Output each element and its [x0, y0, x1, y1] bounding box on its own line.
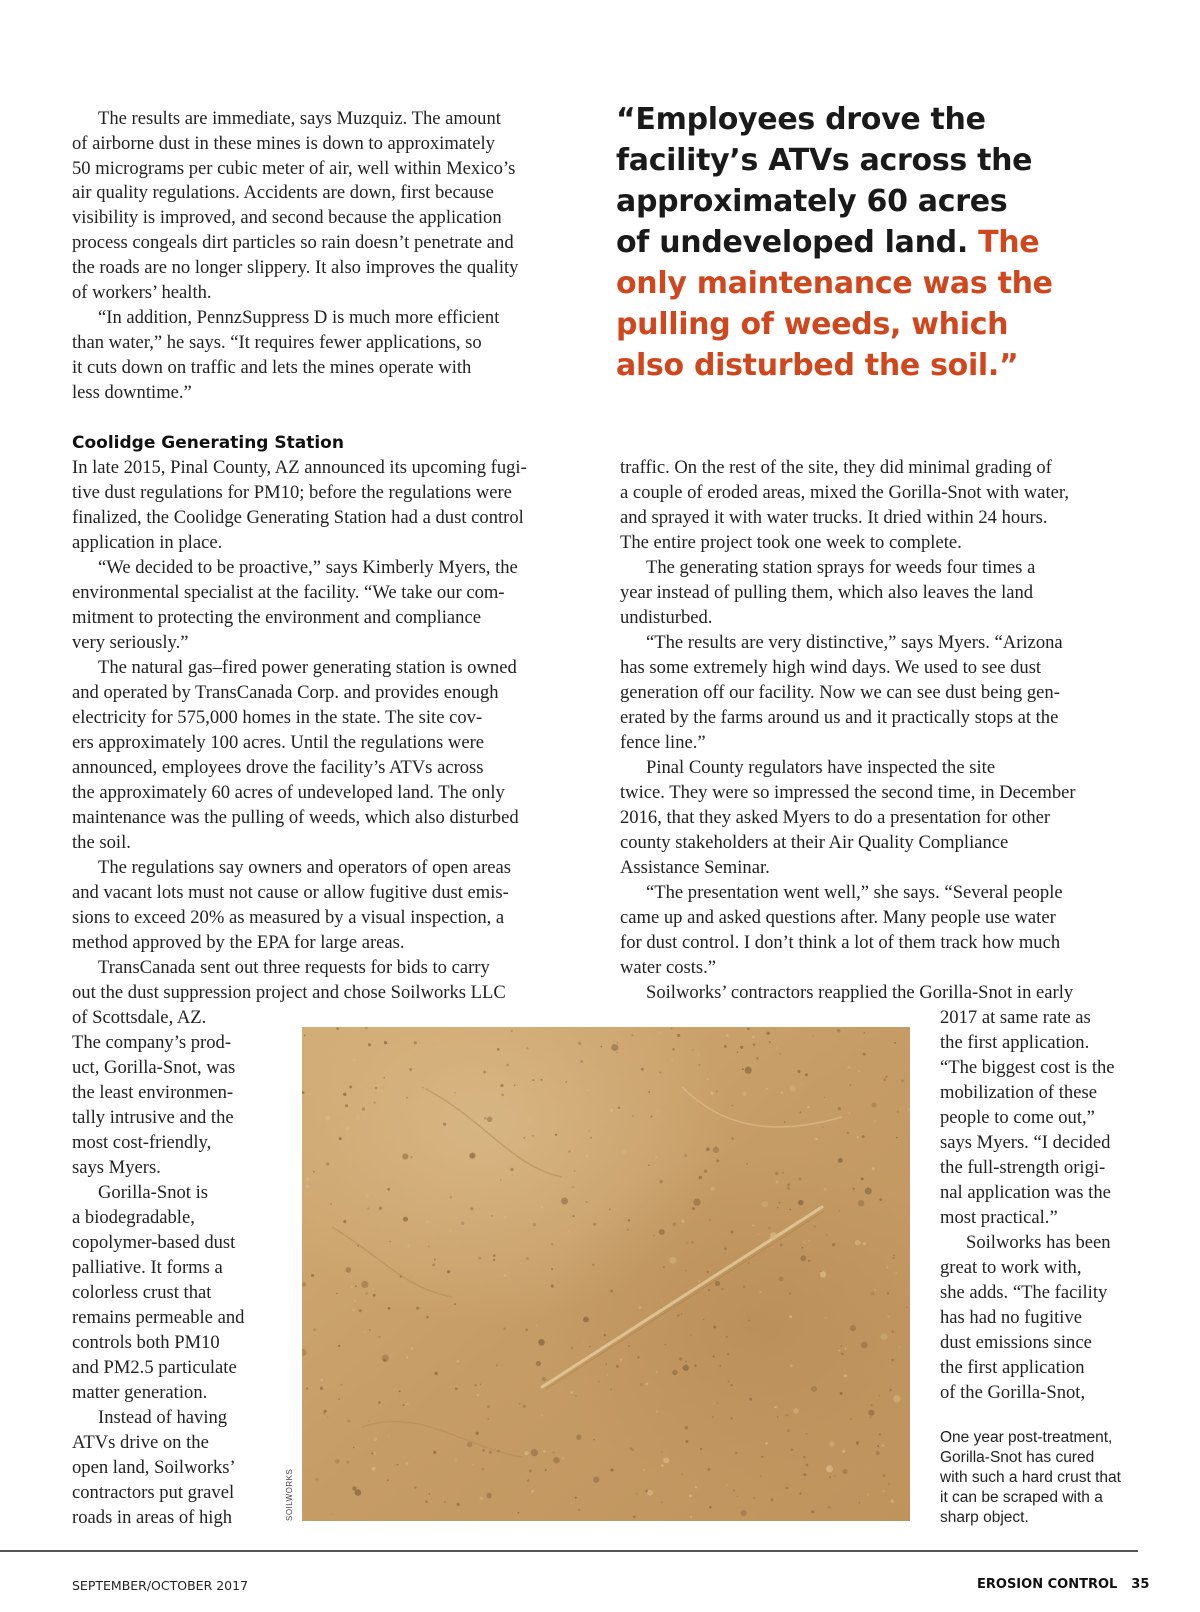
paragraph-line: copolymer-based dust [72, 1232, 236, 1253]
paragraph-line: announced, employees drove the facility’s ATVs across [72, 757, 484, 778]
pull-quote-highlight: The [967, 225, 1040, 260]
paragraph-line: and vacant lots must not cause or allow fugitive dust emis- [72, 882, 509, 903]
paragraph-line: of Scottsdale, AZ. [72, 1007, 207, 1028]
paragraph-line: TransCanada sent out three requests for bids to carry [98, 957, 490, 978]
pull-quote-line: facility’s ATVs across the [616, 143, 1033, 178]
paragraph-line: The company’s prod- [72, 1032, 232, 1053]
paragraph-line: says Myers. [72, 1157, 161, 1178]
caption-line: with such a hard crust that [940, 1469, 1121, 1486]
paragraph-line: the first application [940, 1357, 1085, 1378]
paragraph-line: tive dust regulations for PM10; before the regulations were [72, 482, 512, 503]
paragraph-line: most practical.” [940, 1207, 1058, 1228]
paragraph-line: Pinal County regulators have inspected the site [646, 757, 996, 778]
paragraph-line: than water,” he says. “It requires fewer applications, so [72, 332, 482, 353]
paragraph-line: dust emissions since [940, 1332, 1092, 1353]
paragraph-line: “The biggest cost is the [940, 1057, 1115, 1078]
paragraph-line: the approximately 60 acres of undeveloped land. The only [72, 782, 505, 803]
paragraph-line: out the dust suppression project and chose Soilworks LLC [72, 982, 506, 1003]
paragraph-line: The regulations say owners and operators of open areas [98, 857, 512, 878]
paragraph-line: maintenance was the pulling of weeds, which also disturbed [72, 807, 519, 828]
pull-quote-line: “Employees drove the [616, 102, 986, 137]
caption-line: One year post-treatment, [940, 1429, 1113, 1446]
caption-line: sharp object. [940, 1509, 1029, 1526]
paragraph-line: a couple of eroded areas, mixed the Gorilla-Snot with water, [620, 482, 1069, 503]
issue-date: SEPTEMBER/OCTOBER 2017 [72, 1578, 249, 1593]
pull-quote-highlight-line [616, 263, 1053, 304]
photo-caption [940, 1428, 1140, 1528]
paragraph-line: “We decided to be proactive,” says Kimberly Myers, the [98, 557, 518, 578]
paragraph-line: county stakeholders at their Air Quality Compliance [620, 832, 1009, 853]
pull-quote-line [616, 222, 1039, 263]
caption-line: it can be scraped with a [940, 1489, 1103, 1506]
pull-quote-text: of undeveloped land. [616, 225, 968, 260]
paragraph-line: fence line.” [620, 732, 706, 753]
paragraph-line: The entire project took one week to complete. [620, 532, 962, 553]
paragraph-line: In late 2015, Pinal County, AZ announced its upcoming fugi- [72, 457, 527, 478]
section-heading: Coolidge Generating Station [72, 433, 344, 453]
paragraph-line: twice. They were so impressed the second time, in December [620, 782, 1076, 803]
pull-quote-highlight: pulling of weeds, which [616, 307, 1009, 342]
paragraph-line: the roads are no longer slippery. It also improves the quality [72, 257, 519, 278]
paragraph-line: very seriously.” [72, 632, 189, 653]
paragraph-line: The natural gas–fired power generating station is owned [98, 657, 517, 678]
paragraph-line: environmental specialist at the facility. “We take our com- [72, 582, 505, 603]
paragraph-line: The results are immediate, says Muzquiz. The amount [98, 108, 501, 129]
pull-quote-highlight-line [616, 345, 1018, 386]
paragraph-line: the least environmen- [72, 1082, 234, 1103]
paragraph-line: nal application was the [940, 1182, 1111, 1203]
paragraph-line: 50 micrograms per cubic meter of air, well within Mexico’s [72, 158, 516, 179]
paragraph-line: colorless crust that [72, 1282, 212, 1303]
paragraph-line: it cuts down on traffic and lets the mines operate with [72, 357, 472, 378]
paragraph-line: tally intrusive and the [72, 1107, 234, 1128]
paragraph-line: of airborne dust in these mines is down to approximately [72, 133, 495, 154]
paragraph-line: and PM2.5 particulate [72, 1357, 237, 1378]
paragraph-line: contractors put gravel [72, 1482, 235, 1503]
pull-quote-highlight: only maintenance was the [616, 266, 1053, 301]
pull-quote-highlight-line [616, 304, 1008, 345]
paragraph-line: a biodegradable, [72, 1207, 195, 1228]
paragraph-line: roads in areas of high [72, 1507, 233, 1528]
paragraph-line: year instead of pulling them, which also leaves the land [620, 582, 1034, 603]
photo-credit: SOILWORKS [285, 1468, 294, 1521]
paragraph-line: palliative. It forms a [72, 1257, 223, 1278]
paragraph-line: for dust control. I don’t think a lot of them track how much [620, 932, 1061, 953]
soil-photo [302, 1027, 910, 1521]
soil-texture-image [302, 1027, 910, 1521]
paragraph-line: has had no fugitive [940, 1307, 1083, 1328]
paragraph-line: undisturbed. [620, 607, 713, 628]
paragraph-line: 2016, that they asked Myers to do a presentation for other [620, 807, 1051, 828]
paragraph-line: visibility is improved, and second because the application [72, 207, 502, 228]
paragraph-line: ers approximately 100 acres. Until the regulations were [72, 732, 485, 753]
paragraph-line: 2017 at same rate as [940, 1007, 1091, 1028]
caption-line: Gorilla-Snot has cured [940, 1449, 1095, 1466]
paragraph-line: Soilworks has been [966, 1232, 1111, 1253]
paragraph-line: traffic. On the rest of the site, they did minimal grading of [620, 457, 1052, 478]
paragraph-line: remains permeable and [72, 1307, 245, 1328]
paragraph-line: “The presentation went well,” she says. “Several people [646, 882, 1063, 903]
paragraph-line: mitment to protecting the environment and compliance [72, 607, 481, 628]
paragraph-line: has some extremely high wind days. We used to see dust [620, 657, 1042, 678]
paragraph-line: Instead of having [98, 1407, 228, 1428]
paragraph-line: most cost-friendly, [72, 1132, 212, 1153]
footer-rule [0, 1550, 1138, 1552]
footer-folio [977, 1577, 1149, 1592]
paragraph-line: the soil. [72, 832, 131, 853]
paragraph-line: electricity for 575,000 homes in the state. The site cov- [72, 707, 483, 728]
pull-quote-highlight: also disturbed the soil.” [616, 348, 1019, 383]
paragraph-line: Gorilla-Snot is [98, 1182, 209, 1203]
paragraph-line: of workers’ health. [72, 282, 212, 303]
paragraph-line: and sprayed it with water trucks. It dried within 24 hours. [620, 507, 1048, 528]
paragraph-line: “In addition, PennzSuppress D is much more efficient [98, 307, 500, 328]
paragraph-line: she adds. “The facility [940, 1282, 1108, 1303]
paragraph-line: sions to exceed 20% as measured by a visual inspection, a [72, 907, 505, 928]
paragraph-line: of the Gorilla-Snot, [940, 1382, 1086, 1403]
paragraph-line: controls both PM10 [72, 1332, 220, 1353]
magazine-name: EROSION CONTROL [977, 1577, 1118, 1592]
paragraph-line: generation off our facility. Now we can see dust being gen- [620, 682, 1060, 703]
paragraph-line: matter generation. [72, 1382, 208, 1403]
paragraph-line: people to come out,” [940, 1107, 1095, 1128]
paragraph-line: says Myers. “I decided [940, 1132, 1111, 1153]
paragraph-line: water costs.” [620, 957, 717, 978]
paragraph-line: the full-strength origi- [940, 1157, 1106, 1178]
paragraph-line: less downtime.” [72, 382, 192, 403]
paragraph-line: “The results are very distinctive,” says Myers. “Arizona [646, 632, 1063, 653]
paragraph-line: uct, Gorilla-Snot, was [72, 1057, 236, 1078]
paragraph-line: mobilization of these [940, 1082, 1097, 1103]
page-number: 35 [1131, 1577, 1150, 1592]
paragraph-line: process congeals dirt particles so rain doesn’t penetrate and [72, 232, 514, 253]
paragraph-line: the first application. [940, 1032, 1090, 1053]
paragraph-line: air quality regulations. Accidents are down, first because [72, 182, 494, 203]
pull-quote-line: approximately 60 acres [616, 184, 1008, 219]
paragraph-line: erated by the farms around us and it practically stops at the [620, 707, 1059, 728]
paragraph-line: great to work with, [940, 1257, 1082, 1278]
paragraph-line: came up and asked questions after. Many people use water [620, 907, 1056, 928]
paragraph-line: method approved by the EPA for large areas. [72, 932, 405, 953]
paragraph-line: application in place. [72, 532, 223, 553]
paragraph-line: finalized, the Coolidge Generating Station had a dust control [72, 507, 524, 528]
paragraph-line: Soilworks’ contractors reapplied the Gorilla-Snot in early [646, 982, 1074, 1003]
paragraph-line: ATVs drive on the [72, 1432, 209, 1453]
paragraph-line: The generating station sprays for weeds four times a [646, 557, 1036, 578]
paragraph-line: and operated by TransCanada Corp. and provides enough [72, 682, 499, 703]
paragraph-line: Assistance Seminar. [620, 857, 770, 878]
paragraph-line: open land, Soilworks’ [72, 1457, 236, 1478]
